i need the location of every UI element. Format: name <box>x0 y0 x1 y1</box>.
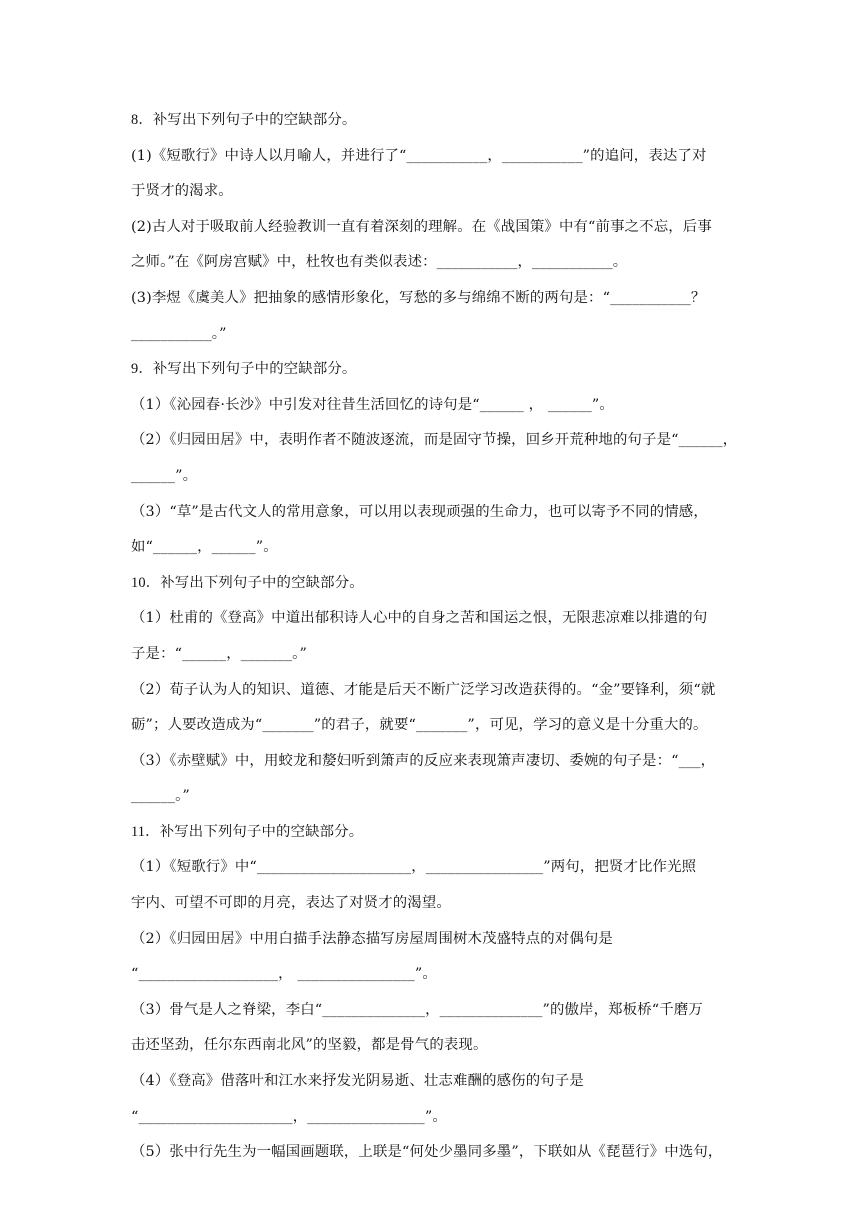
question-10-item-1-line-2: 子是：“______，_______。” <box>131 645 308 662</box>
question-11-item-1-line-2: 宇内、可望不可即的月亮，表达了对贤才的渴望。 <box>131 895 451 912</box>
question-11-heading: 11．补写出下列句子中的空缺部分。 <box>131 823 364 840</box>
question-9-item-2-line-2: ______”。 <box>131 467 198 484</box>
question-10-item-1-line-1: （1）杜甫的《登高》中道出郁积诗人心中的自身之苦和国运之恨，无限悲凉难以排遣的句 <box>131 610 708 627</box>
question-11-item-4-line-2: “_____________________，________________”。 <box>131 1108 447 1125</box>
question-11-item-5-line-1: （5）张中行先生为一幅国画题联，上联是“何处少墨同多墨”，下联如从《琵琶行》中选句， <box>131 1144 723 1161</box>
question-10-item-3-line-2: ______。” <box>131 788 190 805</box>
question-9-item-2-line-1: （2）《归园田居》中，表明作者不随波逐流，而是固守节操，回乡开荒种地的句子是“______， <box>131 432 738 449</box>
question-10-item-3-line-1: （3）《赤壁赋》中，用蛟龙和嫠妇听到箫声的反应来表现箫声凄切、委婉的句子是：“___， <box>131 752 716 769</box>
question-10-item-2-line-1: （2）荀子认为人的知识、道德、才能是后天不断广泛学习改造获得的。“金”要锋利，须“就 <box>131 681 716 698</box>
question-8-item-2-line-1: (2)古人对于吸取前人经验教训一直有着深刻的理解。在《战国策》中有“前事之不忘，后事 <box>131 218 712 235</box>
question-11-item-2-line-1: （2）《归园田居》中用白描手法静态描写房屋周围树木茂盛特点的对偶句是 <box>131 930 613 947</box>
question-8-item-1-line-1: (1)《短歌行》中诗人以月喻人，并进行了“___________，___________”的追问，表达了对 <box>131 147 707 164</box>
question-11-item-2-line-2: “___________________， ________________”。 <box>131 966 437 983</box>
question-10-item-2-line-2: 砺”；人要改造成为“_______”的君子，就要“_______”，可见，学习的意义是十分重大的。 <box>131 717 708 734</box>
question-9-item-3-line-2: 如“______，______”。 <box>131 539 278 556</box>
question-10-heading: 10．补写出下列句子中的空缺部分。 <box>131 574 364 591</box>
question-11-item-3-line-1: （3）骨气是人之脊梁，李白“______________，______________”的傲岸，郑板桥“千磨万 <box>131 1001 703 1018</box>
question-8-item-3-line-2: ___________。” <box>131 325 227 342</box>
question-11-item-4-line-1: （4）《登高》借落叶和江水来抒发光阴易逝、壮志难酬的感伤的句子是 <box>131 1073 584 1090</box>
question-9-item-1-line-1: （1）《沁园春·长沙》中引发对往昔生活回忆的诗句是“______ ， ______”。 <box>131 396 614 413</box>
question-11-item-1-line-1: （1）《短歌行》中“_____________________，________________”两句，把贤才比作光照 <box>131 859 697 876</box>
question-9-heading: 9．补写出下列句子中的空缺部分。 <box>131 361 357 378</box>
question-11-item-3-line-2: 击还坚劲，任尔东西南北风”的坚毅，都是骨气的表现。 <box>131 1037 488 1054</box>
question-8-item-3-line-1: (3)李煜《虞美人》把抽象的感情形象化，写愁的多与绵绵不断的两句是：“___________？ <box>131 289 706 306</box>
document-page <box>131 110 738 1178</box>
question-8-heading: 8．补写出下列句子中的空缺部分。 <box>131 112 357 128</box>
question-9-item-3-line-1: （3）“草”是古代文人的常用意象，可以用以表现顽强的生命力，也可以寄予不同的情感， <box>131 503 708 520</box>
question-8-item-1-line-2: 于贤才的渴求。 <box>131 183 233 200</box>
question-8-item-2-line-2: 之师。”在《阿房宫赋》中，杜牧也有类似表述：___________，___________。 <box>131 254 628 271</box>
